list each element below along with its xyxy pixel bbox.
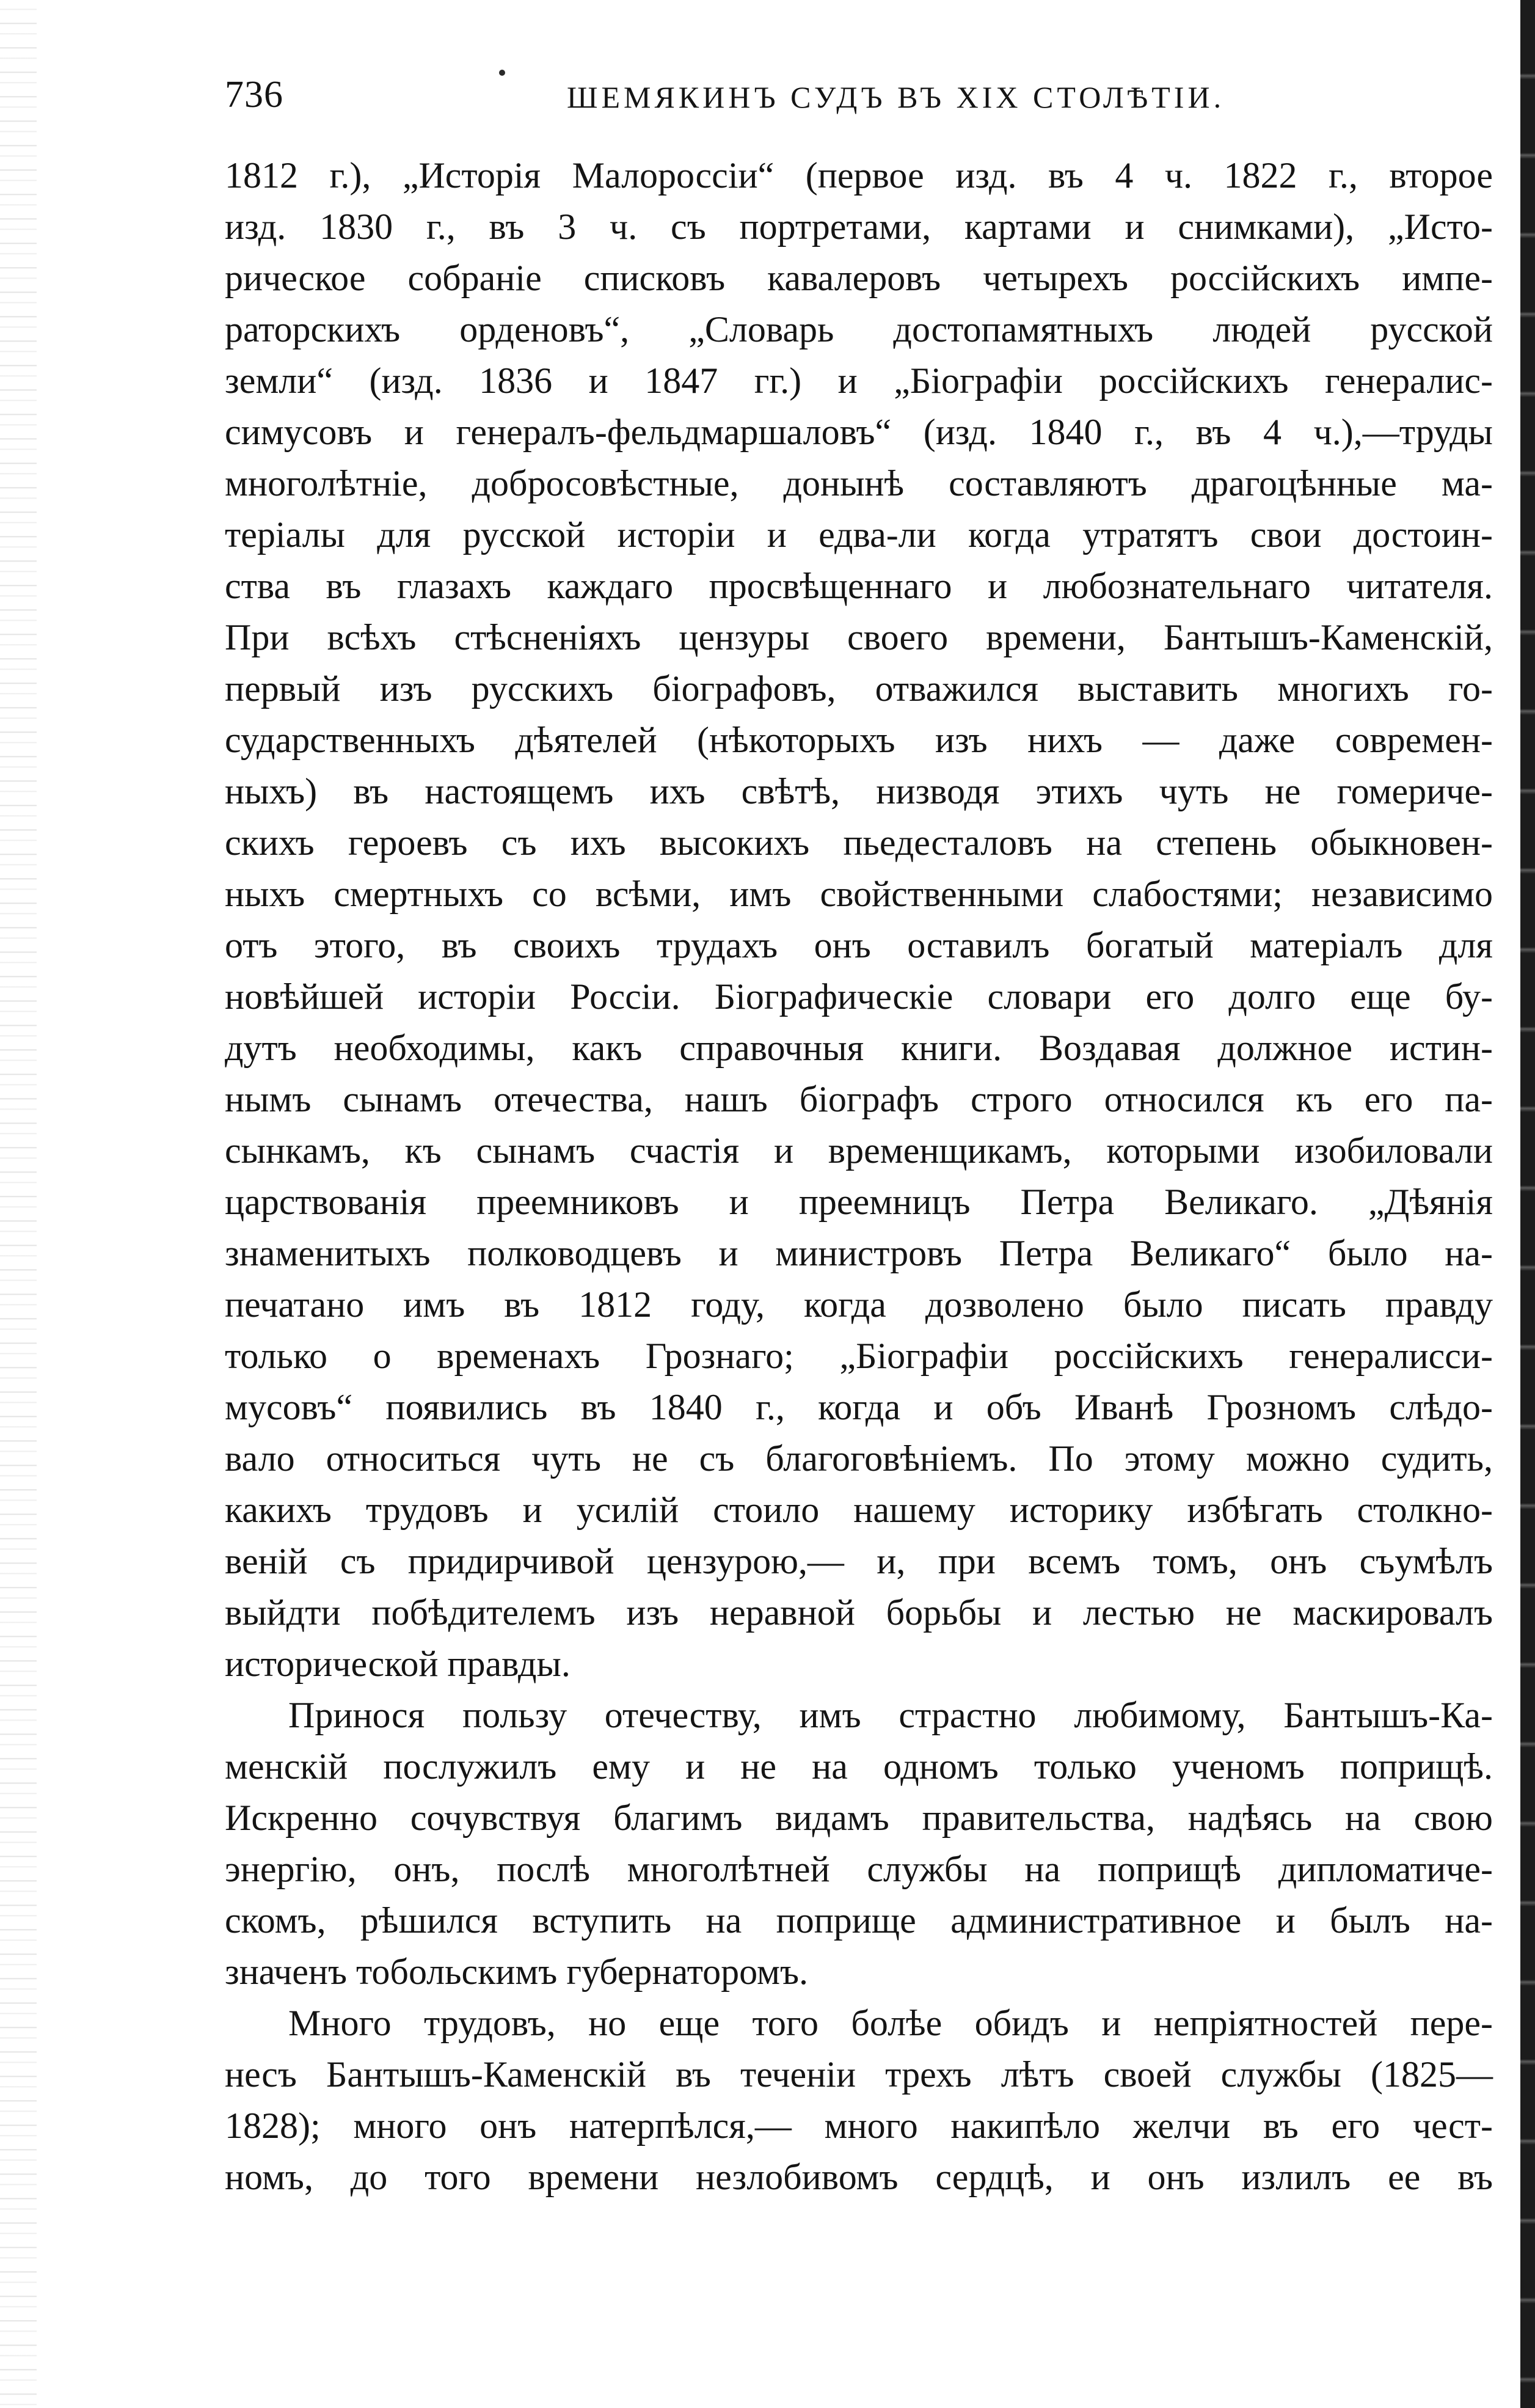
scan-left-edge [0, 0, 37, 2408]
text-line: какихъ трудовъ и усилій стоило нашему историку избѣгать столкно- [225, 1490, 1493, 1530]
text-line: ства въ глазахъ каждаго просвѣщеннаго и любознательнаго читателя. [225, 566, 1493, 606]
running-head [225, 64, 1501, 131]
text-line: рическое собраніе списковъ кавалеровъ четырехъ россійскихъ импе- [225, 258, 1493, 298]
text-line: вало относиться чуть не съ благоговѣніемъ. По этому можно судить, [225, 1438, 1493, 1479]
text-line: значенъ тобольскимъ губернаторомъ. [225, 1952, 808, 1992]
text-line: мусовъ“ появились въ 1840 г., когда и объ Иванѣ Грозномъ слѣдо- [225, 1387, 1493, 1427]
text-line: печатано имъ въ 1812 году, когда дозволено было писать правду [225, 1284, 1493, 1325]
page-number: 736 [225, 74, 283, 115]
body-text [225, 150, 1493, 2203]
scan-right-edge [1520, 0, 1535, 2408]
text-line: скихъ героевъ съ ихъ высокихъ пьедесталовъ на степень обыкновен- [225, 822, 1493, 863]
text-line: энергію, онъ, послѣ многолѣтней службы на поприщѣ дипломатиче- [225, 1849, 1493, 1889]
running-title: ШЕМЯКИНЪ СУДЪ ВЪ XIX СТОЛѢТІИ. [567, 80, 1225, 114]
text-line: исторической правды. [225, 1644, 571, 1684]
text-line: царствованія преемниковъ и преемницъ Петра Великаго. „Дѣянія [225, 1182, 1493, 1222]
text-line: 1828); много онъ натерпѣлся,— много накипѣло желчи въ его чест- [225, 2106, 1493, 2146]
paragraph-start-line: Много трудовъ, но еще того болѣе обидъ и непріятностей пере- [288, 2003, 1493, 2043]
ink-dot [499, 70, 505, 76]
text-line: выйдти побѣдителемъ изъ неравной борьбы и лестью не маскировалъ [225, 1592, 1493, 1633]
text-line: отъ этого, въ своихъ трудахъ онъ оставилъ богатый матеріалъ для [225, 925, 1493, 965]
text-line: только о временахъ Грознаго; „Біографіи россійскихъ генералисси- [225, 1336, 1493, 1376]
text-line: земли“ (изд. 1836 и 1847 гг.) и „Біографіи россійскихъ генералис- [225, 360, 1493, 401]
text-line: Искренно сочувствуя благимъ видамъ правительства, надѣясь на свою [225, 1798, 1493, 1838]
text-line: дутъ необходимы, какъ справочныя книги. Воздавая должное истин- [225, 1028, 1493, 1068]
text-line: первый изъ русскихъ біографовъ, отважился выставить многихъ го- [225, 668, 1493, 709]
text-line: знаменитыхъ полководцевъ и министровъ Петра Великаго“ было на- [225, 1233, 1493, 1273]
text-line: сынкамъ, къ сынамъ счастія и временщикамъ, которыми изобиловали [225, 1130, 1493, 1171]
text-line: теріалы для русской исторіи и едва-ли когда утратятъ свои достоин- [225, 514, 1493, 555]
text-line: 1812 г.), „Исторія Малороссіи“ (первое изд. въ 4 ч. 1822 г., второе [225, 155, 1493, 196]
paragraph-start-line: Принося пользу отечеству, имъ страстно любимому, Бантышъ-Ка- [288, 1695, 1493, 1735]
text-line: раторскихъ орденовъ“, „Словарь достопамятныхъ людей русской [225, 309, 1493, 349]
text-line: менскій послужилъ ему и не на одномъ только ученомъ поприщѣ. [225, 1746, 1493, 1787]
text-line: симусовъ и генералъ-фельдмаршаловъ“ (изд. 1840 г., въ 4 ч.),—труды [225, 412, 1493, 452]
text-line: многолѣтніе, добросовѣстные, донынѣ составляютъ драгоцѣнные ма- [225, 463, 1493, 503]
text-line: скомъ, рѣшился вступить на поприще административное и былъ на- [225, 1900, 1493, 1941]
text-line: номъ, до того времени незлобивомъ сердцѣ, и онъ излилъ ее въ [225, 2157, 1493, 2197]
text-line: веній съ придирчивой цензурою,— и, при всемъ томъ, онъ съумѣлъ [225, 1541, 1493, 1581]
text-line: новѣйшей исторіи Россіи. Біографическіе словари его долго еще бу- [225, 976, 1493, 1017]
text-line: При всѣхъ стѣсненіяхъ цензуры своего времени, Бантышъ-Каменскій, [225, 617, 1493, 657]
text-line: ныхъ) въ настоящемъ ихъ свѣтѣ, низводя этихъ чуть не гомериче- [225, 771, 1493, 811]
text-line: изд. 1830 г., въ 3 ч. съ портретами, картами и снимками), „Исто- [225, 207, 1493, 247]
text-line: несъ Бантышъ-Каменскій въ теченіи трехъ лѣтъ своей службы (1825— [225, 2054, 1493, 2095]
text-line: нымъ сынамъ отечества, нашъ біографъ строго относился къ его па- [225, 1079, 1493, 1119]
text-line: ныхъ смертныхъ со всѣми, имъ свойственными слабостями; независимо [225, 874, 1493, 914]
text-line: сударственныхъ дѣятелей (нѣкоторыхъ изъ нихъ — даже современ- [225, 720, 1493, 760]
